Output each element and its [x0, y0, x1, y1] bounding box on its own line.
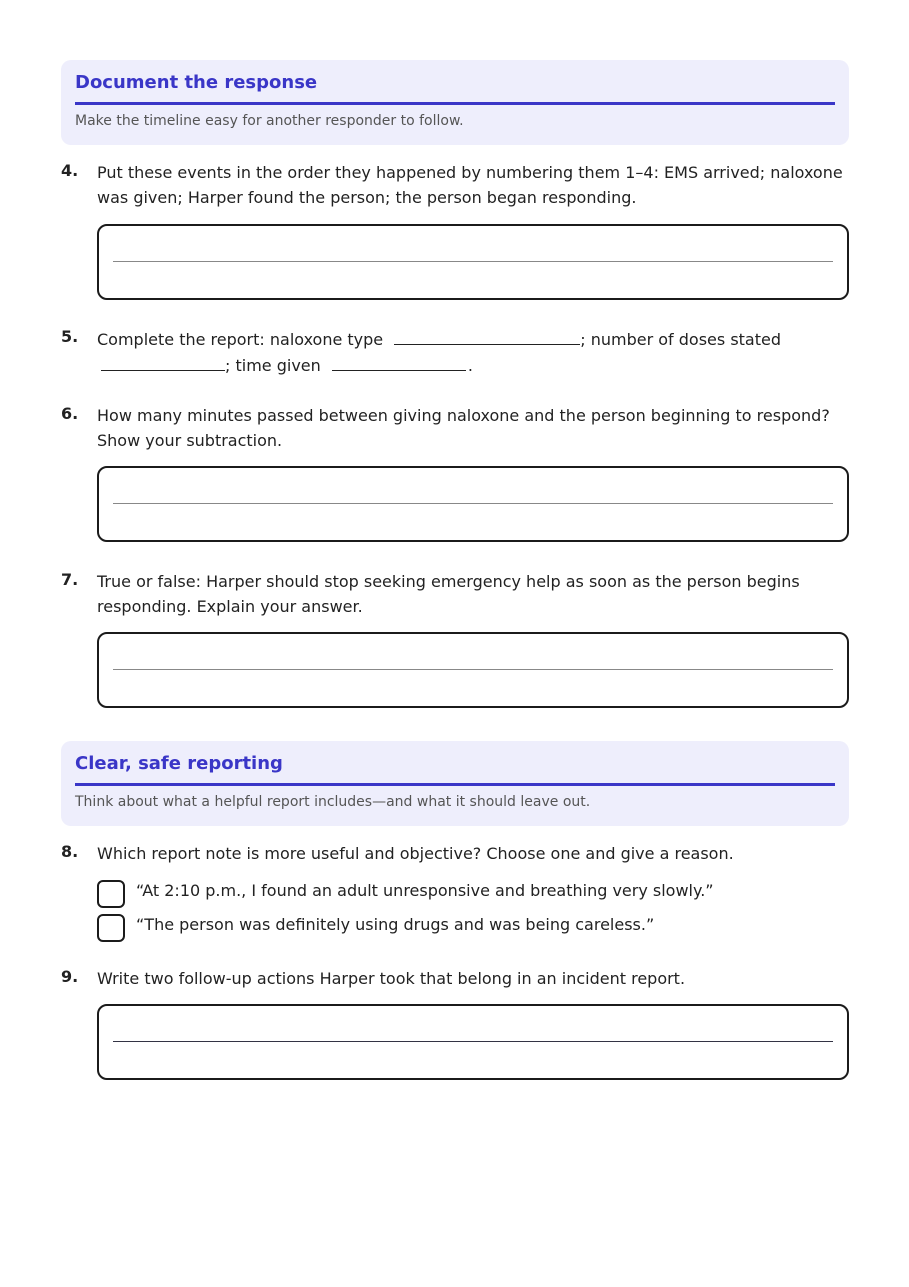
section-divider: [75, 783, 835, 786]
doses-stated-blank[interactable]: [101, 352, 225, 371]
question-number: 7.: [61, 570, 79, 589]
q5-text-part2: ; number of doses stated: [580, 330, 781, 349]
section-subtitle: Make the timeline easy for another responder to follow.: [75, 113, 464, 129]
answer-line: [113, 669, 833, 670]
question-text: True or false: Harper should stop seeking emergency help as soon as the person begins responding. Explain your answer.: [97, 572, 800, 616]
option-label-2: “The person was definitely using drugs and was being careless.”: [136, 915, 655, 934]
answer-line: [113, 1041, 833, 1042]
question-text: How many minutes passed between giving naloxone and the person beginning to respond? Show your subtraction.: [97, 406, 830, 450]
section-header-document-response: [61, 60, 849, 145]
answer-line: [113, 503, 833, 504]
answer-box-q4[interactable]: [97, 224, 849, 300]
question-text-q5: [97, 326, 857, 378]
question-number: 4.: [61, 161, 79, 180]
answer-box-q7[interactable]: [97, 632, 849, 708]
time-given-blank[interactable]: [332, 352, 466, 371]
q5-text-part3: ; time given: [225, 356, 321, 375]
question-text: Put these events in the order they happened by numbering them 1–4: EMS arrived; naloxone was given; Harper found the person; the person began responding.: [97, 163, 843, 207]
option-label-1: “At 2:10 p.m., I found an adult unresponsive and breathing very slowly.”: [136, 881, 714, 900]
answer-box-q6[interactable]: [97, 466, 849, 542]
q5-text-part1: Complete the report: naloxone type: [97, 330, 384, 349]
section-divider: [75, 102, 835, 105]
question-number: 5.: [61, 327, 79, 346]
question-number: 9.: [61, 967, 79, 986]
question-text: Write two follow-up actions Harper took that belong in an incident report.: [97, 969, 686, 988]
section-header-clear-reporting: [61, 741, 849, 826]
question-number: 6.: [61, 404, 79, 423]
answer-box-q9[interactable]: [97, 1004, 849, 1080]
section-title: Clear, safe reporting: [75, 753, 283, 774]
q5-text-part4: .: [467, 356, 473, 375]
answer-line: [113, 261, 833, 262]
naloxone-type-blank[interactable]: [394, 326, 580, 345]
question-number: 8.: [61, 842, 79, 861]
option-checkbox-2[interactable]: [97, 914, 125, 942]
option-checkbox-1[interactable]: [97, 880, 125, 908]
section-title: Document the response: [75, 72, 318, 93]
question-text: Which report note is more useful and objective? Choose one and give a reason.: [97, 844, 734, 863]
section-subtitle: Think about what a helpful report includes—and what it should leave out.: [75, 794, 591, 810]
